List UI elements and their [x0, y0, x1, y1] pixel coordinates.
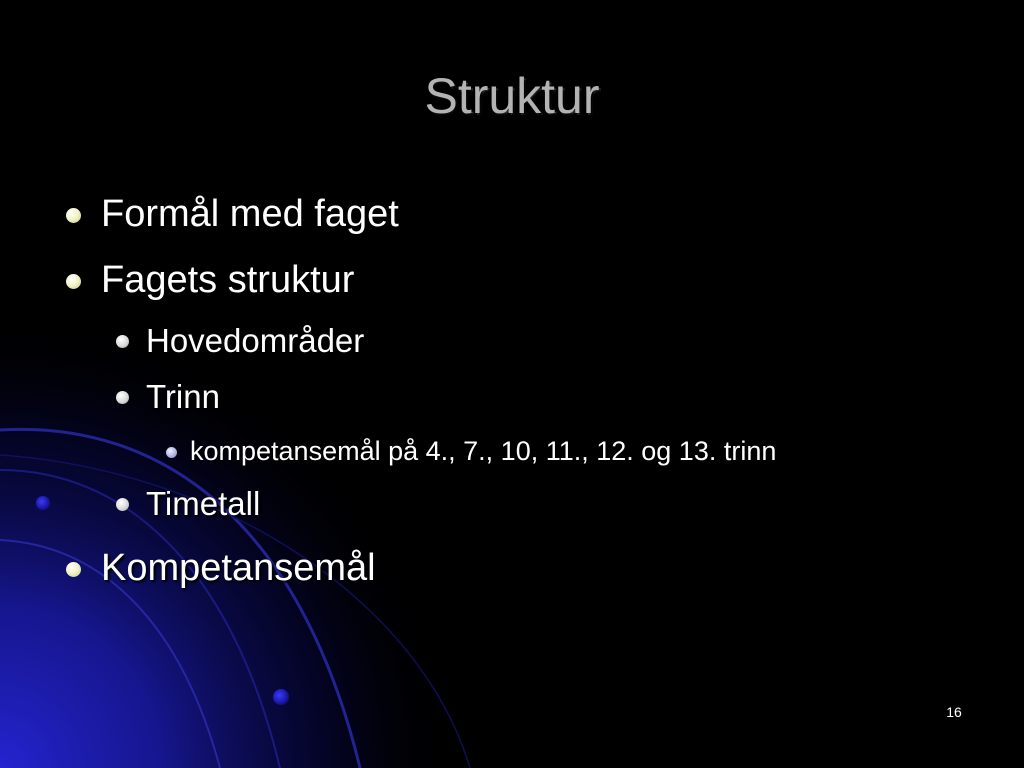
bullet-item — [146, 377, 220, 417]
slide-number: 16 — [946, 704, 962, 720]
bullet-dot-icon — [166, 447, 177, 458]
bullet-text: Formål med faget — [101, 193, 399, 235]
bullet-dot-icon — [66, 274, 81, 289]
bullet-item — [101, 258, 354, 302]
bullet-dot-icon — [116, 391, 129, 404]
slide-title: Struktur — [424, 68, 600, 124]
bullet-text: Hovedområder — [146, 322, 365, 359]
bullet-text: Trinn — [146, 378, 220, 415]
bullet-dot-icon — [116, 335, 129, 348]
bullet-dot-icon — [116, 498, 129, 511]
bullet-item — [146, 321, 364, 361]
bullet-text: Kompetansemål — [101, 547, 376, 589]
bullet-dot-icon — [66, 562, 81, 577]
bullet-text: kompetansemål på 4., 7., 10, 11., 12. og 13. trinn — [190, 436, 777, 466]
bullet-item — [146, 484, 260, 524]
bullet-dot-icon — [66, 208, 81, 223]
bullet-text: Fagets struktur — [101, 259, 355, 301]
bullet-item — [190, 435, 776, 467]
bullet-item — [101, 192, 399, 236]
bullet-item — [101, 546, 376, 590]
bullet-text: Timetall — [146, 485, 261, 522]
